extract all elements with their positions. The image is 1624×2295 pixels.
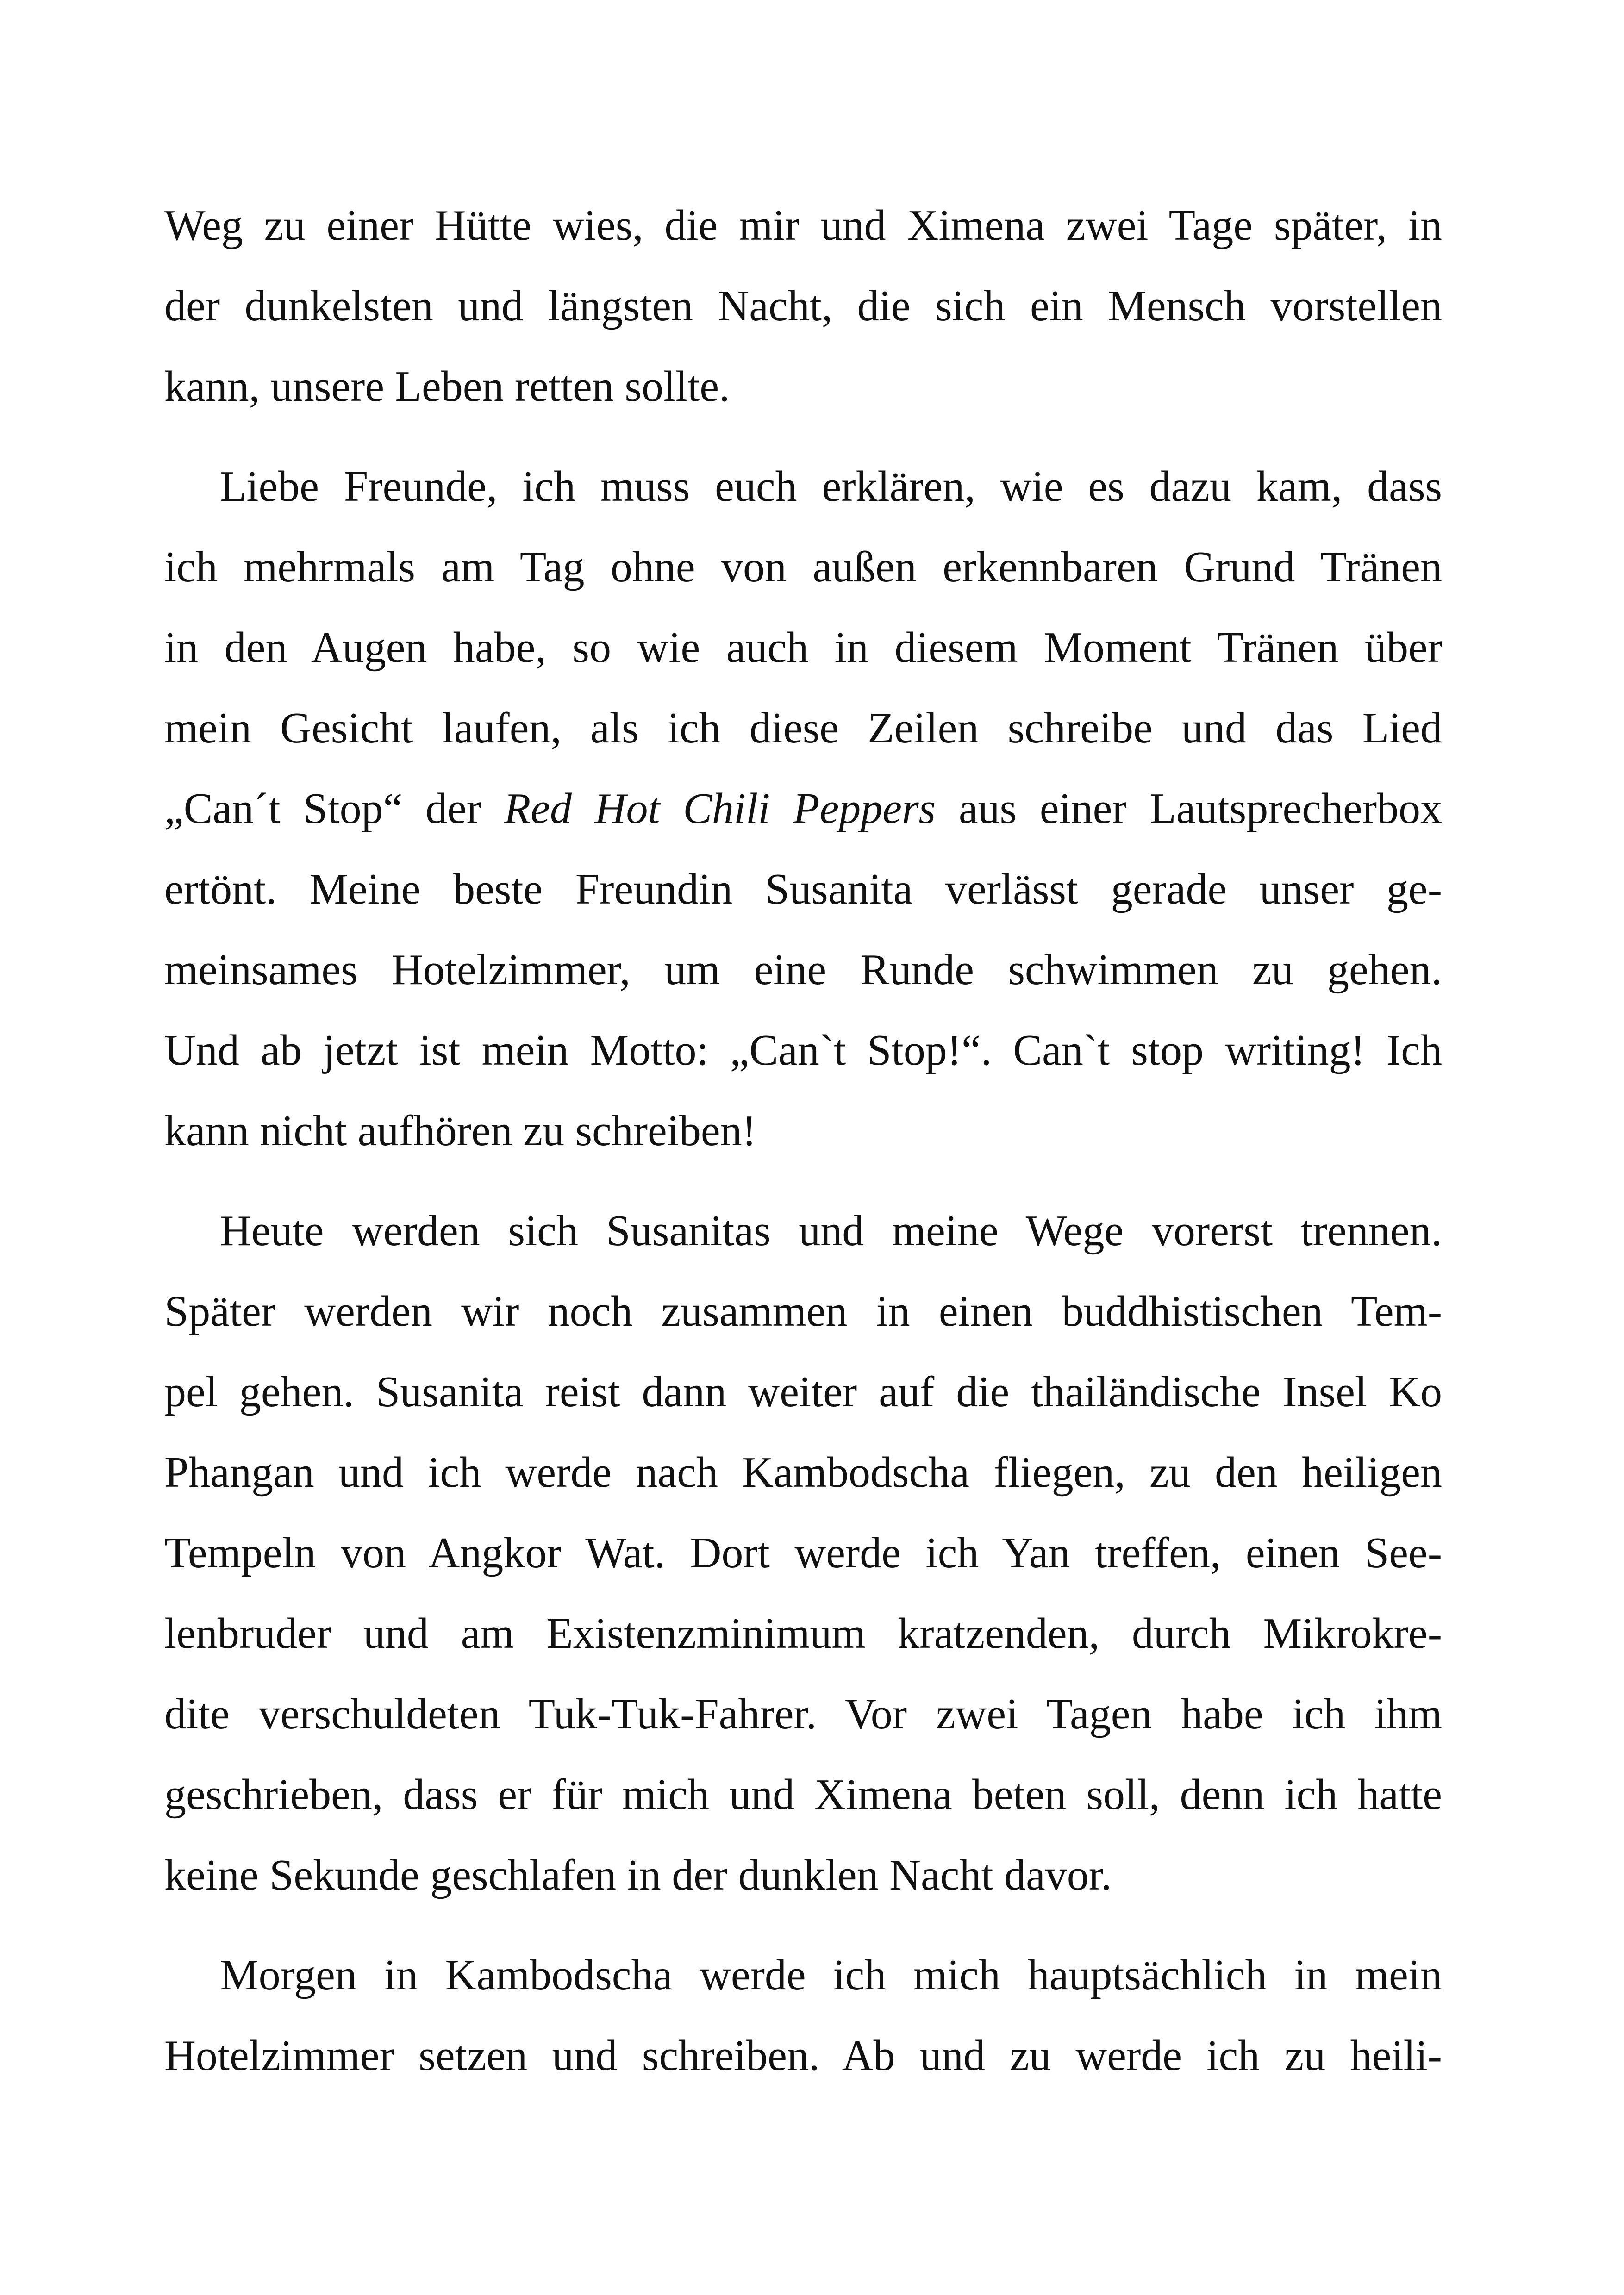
text-segment: aus einer Lautsprecherbox (936, 785, 1442, 833)
body-text (164, 185, 1442, 2115)
text-line: Heute werden sich Susanitas und meine Wege vorerst trennen. (220, 1207, 1442, 1255)
text-line: Tempeln von Angkor Wat. Dort werde ich Yan treffen, einen See- (164, 1529, 1442, 1577)
text-line: Und ab jetzt ist mein Motto: „Can`t Stop!“. Can`t stop writing! Ich (164, 1026, 1442, 1074)
text-line: kann, unsere Leben retten sollte. (164, 362, 730, 411)
text-line: pel gehen. Susanita reist dann weiter auf die thailändische Insel Ko (164, 1368, 1442, 1416)
text-line: Weg zu einer Hütte wies, die mir und Ximena zwei Tage später, in (164, 201, 1442, 249)
text-line: meinsames Hotelzimmer, um eine Runde schwimmen zu gehen. (164, 946, 1442, 994)
text-line: ertönt. Meine beste Freundin Susanita verlässt gerade unser ge- (164, 865, 1442, 913)
text-line: Liebe Freunde, ich muss euch erklären, wie es dazu kam, dass (220, 462, 1442, 511)
text-line: ich mehrmals am Tag ohne von außen erkennbaren Grund Tränen (164, 543, 1442, 591)
text-line: in den Augen habe, so wie auch in diesem Moment Tränen über (164, 624, 1442, 672)
text-line: mein Gesicht laufen, als ich diese Zeilen schreibe und das Lied (164, 704, 1442, 752)
text-line: der dunkelsten und längsten Nacht, die sich ein Mensch vorstellen (164, 282, 1442, 330)
text-line: dite verschuldeten Tuk-Tuk-Fahrer. Vor zwei Tagen habe ich ihm (164, 1690, 1442, 1738)
paragraph (164, 1935, 1442, 2096)
text-line: Phangan und ich werde nach Kambodscha fliegen, zu den heiligen (164, 1448, 1442, 1497)
text-line: Später werden wir noch zusammen in einen buddhistischen Tem- (164, 1287, 1442, 1335)
text-line: lenbruder und am Existenzminimum kratzenden, durch Mikrokre- (164, 1609, 1442, 1658)
text-line-with-italic (164, 768, 1442, 849)
band-name-italic: Red Hot Chili Peppers (504, 785, 936, 833)
paragraph (164, 1191, 1442, 1915)
paragraph (164, 446, 1442, 1171)
text-line: kann nicht aufhören zu schreiben! (164, 1107, 756, 1155)
paragraph (164, 185, 1442, 427)
text-line: Morgen in Kambodscha werde ich mich hauptsächlich in mein (220, 1951, 1442, 1999)
text-line: keine Sekunde geschlafen in der dunklen Nacht davor. (164, 1851, 1112, 1899)
text-line: Hotelzimmer setzen und schreiben. Ab und zu werde ich zu heili- (164, 2032, 1442, 2080)
text-segment: „Can´t Stop“ der (164, 785, 504, 833)
text-line: geschrieben, dass er für mich und Ximena beten soll, denn ich hatte (164, 1771, 1442, 1819)
